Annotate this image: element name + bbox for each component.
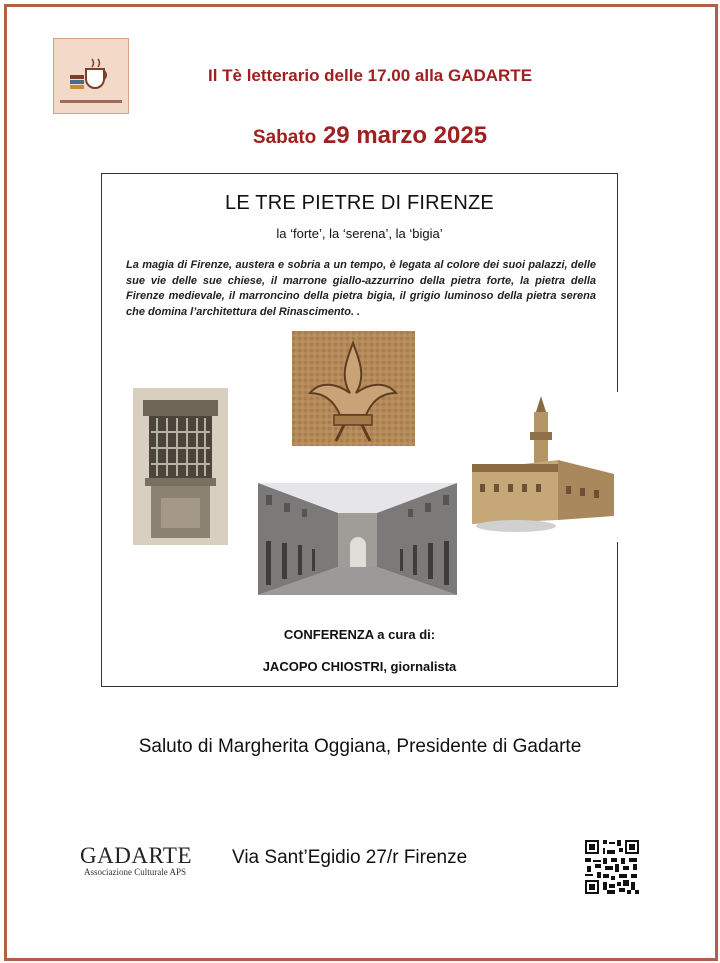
event-date-rest: 29 marzo 2025: [322, 122, 488, 149]
carved-lily-image: [292, 331, 415, 446]
uffizi-courtyard-image: [258, 483, 457, 595]
lecture-description: La magia di Firenze, austera e sobria a un tempo, è legata al colore dei suoi palazzi, delle sue vie delle sue chiese, il marrone giallo-azzurrino della pietra forte, la pietra della Firenze medievale, il marroncino della pietra bigia, il grigio luminoso della pietra serena che domina l’architettura del Rinascimento. .: [126, 259, 596, 318]
greeting-text: Saluto di Margherita Oggiana, Presidente di Gadarte: [138, 736, 582, 757]
gadarte-logo-name: GADARTE: [80, 843, 192, 868]
teacup-icon: [68, 57, 114, 91]
logo-caption-line: [60, 100, 122, 103]
tea-literary-logo: [53, 38, 129, 114]
gadarte-logo-tagline: Associazione Culturale APS: [84, 867, 186, 877]
event-date: [150, 122, 590, 150]
lecture-subtitle: la ‘forte’, la ‘serena’, la ‘bigia’: [276, 226, 443, 241]
event-date-day: Sabato: [252, 127, 317, 148]
event-series-title: Il Tè letterario delle 17.00 alla GADARTE: [207, 66, 533, 85]
event-flyer-box: [101, 173, 618, 687]
gadarte-logo: [80, 843, 205, 877]
qr-code-icon[interactable]: [583, 838, 641, 896]
speaker-name: JACOPO CHIOSTRI, giornalista: [262, 659, 457, 674]
conference-label: CONFERENZA a cura di:: [283, 627, 436, 642]
lecture-title: LE TRE PIETRE DI FIRENZE: [225, 192, 494, 214]
stone-window-image: [133, 388, 228, 545]
venue-address: Via Sant’Egidio 27/r Firenze: [232, 847, 468, 868]
palazzo-vecchio-image: [466, 392, 618, 542]
